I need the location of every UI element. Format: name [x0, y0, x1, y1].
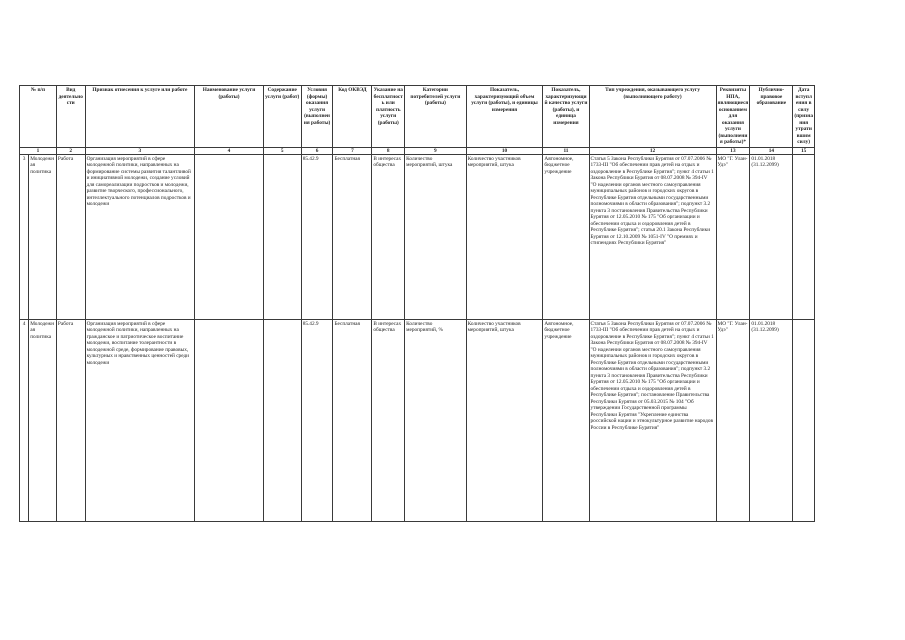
header-institution: Тип учреждения, оказывающего услугу (выполняющего работу): [589, 86, 716, 148]
header-num: [20, 86, 57, 148]
colnum-8: 8: [372, 147, 405, 154]
cell-okved: 85.42.9: [301, 319, 333, 521]
header-type: Признак отнесения к услуге или работе: [85, 86, 195, 148]
colnum-11: 11: [543, 147, 589, 154]
cell-payment: Бесплатная: [333, 154, 372, 319]
colnum-6: 6: [301, 147, 333, 154]
header-quality: Показатель, характеризующий качество услуги (работы), и единица измерения: [543, 86, 589, 148]
colnum-1: 1: [20, 147, 57, 154]
header-npa: Реквизиты НПА, являющиеся основанием для оказания услуги (выполнения работы)*: [717, 87, 749, 145]
header-okved: Код ОКВЭД: [333, 86, 372, 148]
cell-npa: Статья 5 Закона Республики Бурятия от 07.07.2006 № 1733-III "Об обеспечении прав детей на отдых и оздоровление в Республике Бурятия"; пункт 4 статьи 1 Закона Республики Бурятия от 08.07.2008 № 394-IV "О наделении органов местного самоуправления муниципальных районов и городских округов в Республике Бурятия отдельными государственными полномочиями в области образования"; подпункт 3.2 пункта 3 постановления Правительства Республики Бурятия от 12.05.2010 № 175 "Об организации и обеспечении отдыха и оздоровления детей в Республике Бурятия"; постановление Правительства Республики Бурятия от 05.03.2015 № 104 "Об утверждении Государственной программы Республики Бурятия "Укрепление единства российской нации и этнокультурное развитие народов России в Республике Бурятия": [589, 319, 716, 521]
cell-activity: Молодежная политика: [29, 154, 57, 319]
header-consumers: Категории потребителей услуги (работы): [405, 86, 466, 148]
header-name: Наименование услуги (работы): [195, 86, 264, 148]
cell-npa: Статья 5 Закона Республики Бурятия от 07.07.2006 № 1733-III "Об обеспечении прав детей на отдых и оздоровление в Республике Бурятия"; пункт 4 статьи 1 Закона Республики Бурятия от 08.07.2008 № 394-IV "О наделении органов местного самоуправления муниципальных районов и городских округов в Республике Бурятия отдельными государственными полномочиями в области образования"; подпункт 3.2 пункта 3 постановления Правительства Республики Бурятия от 12.05.2010 № 175 "Об организации и обеспечении отдыха и оздоровления детей в Республике Бурятия"; статья 20.1 Закона Республики Бурятия от 12.10.2009 № 1051-IV "О премиях и стипендиях Республики Бурятия": [589, 154, 716, 319]
cell-type: Работа: [56, 154, 85, 319]
colnum-9: 9: [405, 147, 466, 154]
header-num-text: № п/п: [30, 87, 46, 93]
header-content: Содержание услуги (работ): [263, 86, 301, 148]
cell-institution: Автономное, бюджетное учреждение: [543, 319, 589, 521]
header-row: [20, 86, 815, 148]
colnum-10: 10: [466, 147, 543, 154]
cell-municipality: МО "Г. Улан-Удэ": [716, 319, 750, 521]
colnum-15: 15: [793, 147, 815, 154]
cell-consumers: В интересах общества: [372, 319, 405, 521]
cell-content: [195, 319, 264, 521]
cell-municipality: МО "Г. Улан-Удэ": [716, 154, 750, 319]
cell-conditions: [263, 319, 301, 521]
cell-quality: Количество участников мероприятий, штука: [466, 319, 543, 521]
header-conditions: Условия (формы) оказания услуги (выполнения работы): [301, 86, 333, 148]
cell-activity: Молодежная политика: [29, 319, 57, 521]
cell-content: [195, 154, 264, 319]
cell-date: 01.01.2018 (31.12.2099): [750, 319, 793, 521]
cell-okved: 85.42.9: [301, 154, 333, 319]
cell-volume: Количество мероприятий, %: [405, 319, 466, 521]
table-row: [20, 319, 815, 521]
colnum-4: 4: [195, 147, 264, 154]
header-payment: Указание на бесплатность или платность услуги (работы): [372, 86, 405, 148]
colnum-3: 3: [85, 147, 195, 154]
header-date: Дата вступления в силу (признания утратившим силу): [794, 87, 814, 145]
cell-other: [793, 154, 815, 319]
table-row: [20, 154, 815, 319]
cell-num: 4: [20, 319, 29, 521]
cell-type: Работа: [56, 319, 85, 521]
cell-volume: Количество мероприятий, штука: [405, 154, 466, 319]
cell-conditions: [263, 154, 301, 319]
colnum-13: 13: [716, 147, 750, 154]
cell-name: Организация мероприятий в сфере молодежной политики, направленных на формирование системы развития талантливой и инициативной молодежи, создание условий для самореализации подростков и молодежи, развитие творческого, профессионального, интеллектуального потенциалов подростков и молодежи: [85, 154, 195, 319]
services-table: [19, 85, 815, 522]
colnum-14: 14: [750, 147, 793, 154]
cell-name: Организация мероприятий в сфере молодежной политики, направленных на гражданское и патриотическое воспитание молодежи, воспитание толерантности в молодежной среде, формирование правовых, культурных и нравственных ценностей среди молодежи: [85, 319, 195, 521]
column-numbers-row: [20, 147, 815, 154]
header-municipality: Публично-правовое образование: [750, 86, 793, 148]
cell-num: 3: [20, 154, 29, 319]
colnum-7: 7: [333, 147, 372, 154]
header-volume: Показатель, характеризующий объем услуги (работы), и единицы измерения: [466, 86, 543, 148]
colnum-12: 12: [589, 147, 716, 154]
cell-other: [793, 319, 815, 521]
cell-quality: Количество участников мероприятий, штука: [466, 154, 543, 319]
cell-consumers: В интересах общества: [372, 154, 405, 319]
cell-institution: Автономное, бюджетное учреждение: [543, 154, 589, 319]
cell-date: 01.01.2018 (31.12.2099): [750, 154, 793, 319]
colnum-5: 5: [263, 147, 301, 154]
cell-payment: Бесплатная: [333, 319, 372, 521]
header-activity: Вид деятельности: [56, 86, 85, 148]
colnum-2: 2: [56, 147, 85, 154]
